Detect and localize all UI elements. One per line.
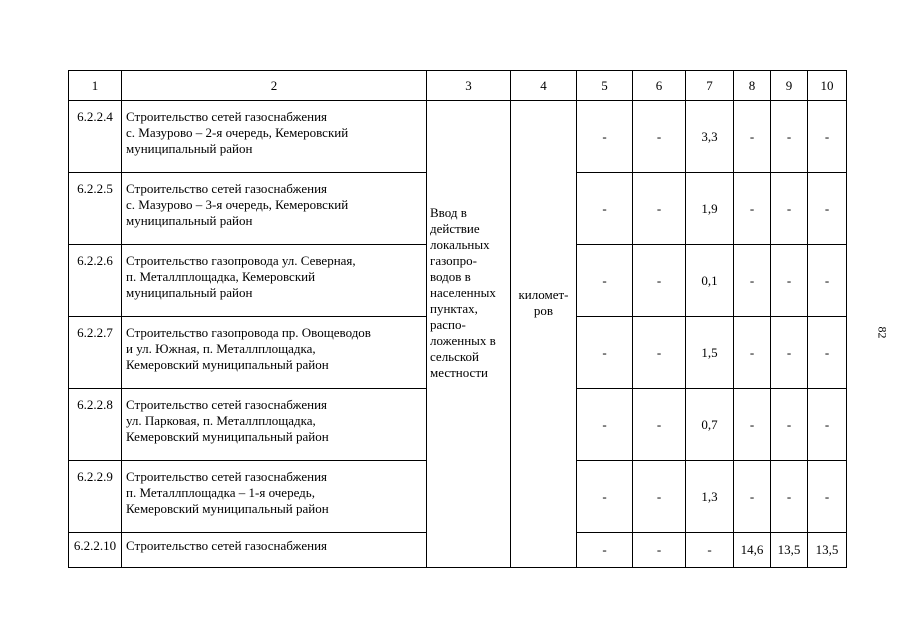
- row-name-line: муниципальный район: [126, 141, 253, 156]
- indicator-line: населенных: [430, 285, 496, 300]
- value-cell: -: [633, 101, 686, 173]
- row-number: 6.2.2.10: [69, 533, 122, 568]
- row-name-line: п. Металлплощадка, Кемеровский: [126, 269, 316, 284]
- indicator-line: распо-: [430, 317, 466, 332]
- value-cell: 14,6: [734, 533, 771, 568]
- row-number: 6.2.2.6: [69, 245, 122, 317]
- row-name: [122, 245, 427, 317]
- row-name: [122, 461, 427, 533]
- indicator-line: локальных: [430, 237, 490, 252]
- value-cell: 13,5: [808, 533, 847, 568]
- program-table: [68, 70, 847, 568]
- value-cell: -: [577, 173, 633, 245]
- row-name-line: Кемеровский муниципальный район: [126, 501, 329, 516]
- row-name-line: Строительство газопровода ул. Северная,: [126, 253, 356, 268]
- row-name-line: ул. Парковая, п. Металлплощадка,: [126, 413, 316, 428]
- row-name: [122, 101, 427, 173]
- row-number: 6.2.2.8: [69, 389, 122, 461]
- header-cell: 8: [734, 71, 771, 101]
- indicator-line: действие: [430, 221, 480, 236]
- row-name-line: Строительство газопровода пр. Овощеводов: [126, 325, 371, 340]
- value-cell: -: [734, 317, 771, 389]
- row-name-line: Строительство сетей газоснабжения: [126, 538, 328, 553]
- indicator-line: Ввод в: [430, 205, 467, 220]
- value-cell: -: [633, 317, 686, 389]
- value-cell: 0,1: [686, 245, 734, 317]
- value-cell: -: [633, 173, 686, 245]
- row-name-line: муниципальный район: [126, 213, 253, 228]
- header-cell: 5: [577, 71, 633, 101]
- header-cell: 10: [808, 71, 847, 101]
- value-cell: -: [577, 389, 633, 461]
- indicator-line: газопро-: [430, 253, 477, 268]
- value-cell: -: [808, 245, 847, 317]
- indicator-line: ложенных в: [430, 333, 496, 348]
- value-cell: -: [771, 461, 808, 533]
- value-cell: -: [734, 389, 771, 461]
- value-cell: 1,5: [686, 317, 734, 389]
- header-cell: 1: [69, 71, 122, 101]
- value-cell: -: [633, 389, 686, 461]
- row-number: 6.2.2.4: [69, 101, 122, 173]
- row-name-line: Кемеровский муниципальный район: [126, 357, 329, 372]
- value-cell: -: [577, 533, 633, 568]
- header-cell: 7: [686, 71, 734, 101]
- row-number: 6.2.2.9: [69, 461, 122, 533]
- value-cell: -: [734, 245, 771, 317]
- indicator-line: пунктах,: [430, 301, 478, 316]
- row-name-line: с. Мазурово – 3-я очередь, Кемеровский: [126, 197, 349, 212]
- unit-line: километ-: [518, 287, 569, 302]
- row-name: [122, 173, 427, 245]
- row-name-line: Строительство сетей газоснабжения: [126, 469, 328, 484]
- row-name-line: Кемеровский муниципальный район: [126, 429, 329, 444]
- row-number: 6.2.2.5: [69, 173, 122, 245]
- value-cell: -: [808, 389, 847, 461]
- header-cell: 4: [511, 71, 577, 101]
- row-name-line: муниципальный район: [126, 285, 253, 300]
- value-cell: -: [577, 317, 633, 389]
- value-cell: -: [633, 533, 686, 568]
- row-name-line: Строительство сетей газоснабжения: [126, 397, 328, 412]
- value-cell: -: [771, 173, 808, 245]
- row-name-line: и ул. Южная, п. Металлплощадка,: [126, 341, 316, 356]
- header-cell: 2: [122, 71, 427, 101]
- indicator-line: сельской: [430, 349, 479, 364]
- row-name: [122, 317, 427, 389]
- value-cell: 1,3: [686, 461, 734, 533]
- row-name-line: Строительство сетей газоснабжения: [126, 109, 328, 124]
- row-number: 6.2.2.7: [69, 317, 122, 389]
- row-name: [122, 533, 427, 568]
- value-cell: -: [771, 245, 808, 317]
- value-cell: -: [633, 461, 686, 533]
- row-name-line: с. Мазурово – 2-я очередь, Кемеровский: [126, 125, 349, 140]
- value-cell: -: [808, 461, 847, 533]
- value-cell: -: [577, 461, 633, 533]
- value-cell: -: [734, 461, 771, 533]
- header-cell: 9: [771, 71, 808, 101]
- value-cell: 3,3: [686, 101, 734, 173]
- unit-cell: [511, 101, 577, 568]
- value-cell: -: [808, 317, 847, 389]
- row-name-line: п. Металлплощадка – 1-я очередь,: [126, 485, 315, 500]
- value-cell: -: [771, 101, 808, 173]
- unit-line: ров: [533, 303, 554, 318]
- value-cell: -: [734, 173, 771, 245]
- row-name: [122, 389, 427, 461]
- value-cell: 1,9: [686, 173, 734, 245]
- indicator-cell: [427, 101, 511, 568]
- value-cell: -: [686, 533, 734, 568]
- header-row: [69, 71, 847, 101]
- value-cell: 13,5: [771, 533, 808, 568]
- value-cell: -: [633, 245, 686, 317]
- value-cell: 0,7: [686, 389, 734, 461]
- indicator-line: местности: [430, 365, 488, 380]
- table-row: [69, 101, 847, 173]
- value-cell: -: [808, 101, 847, 173]
- value-cell: -: [771, 317, 808, 389]
- value-cell: -: [808, 173, 847, 245]
- value-cell: -: [577, 101, 633, 173]
- row-name-line: Строительство сетей газоснабжения: [126, 181, 328, 196]
- value-cell: -: [771, 389, 808, 461]
- header-cell: 3: [427, 71, 511, 101]
- value-cell: -: [734, 101, 771, 173]
- indicator-line: водов в: [430, 269, 471, 284]
- value-cell: -: [577, 245, 633, 317]
- page-number: 82: [875, 326, 890, 339]
- header-cell: 6: [633, 71, 686, 101]
